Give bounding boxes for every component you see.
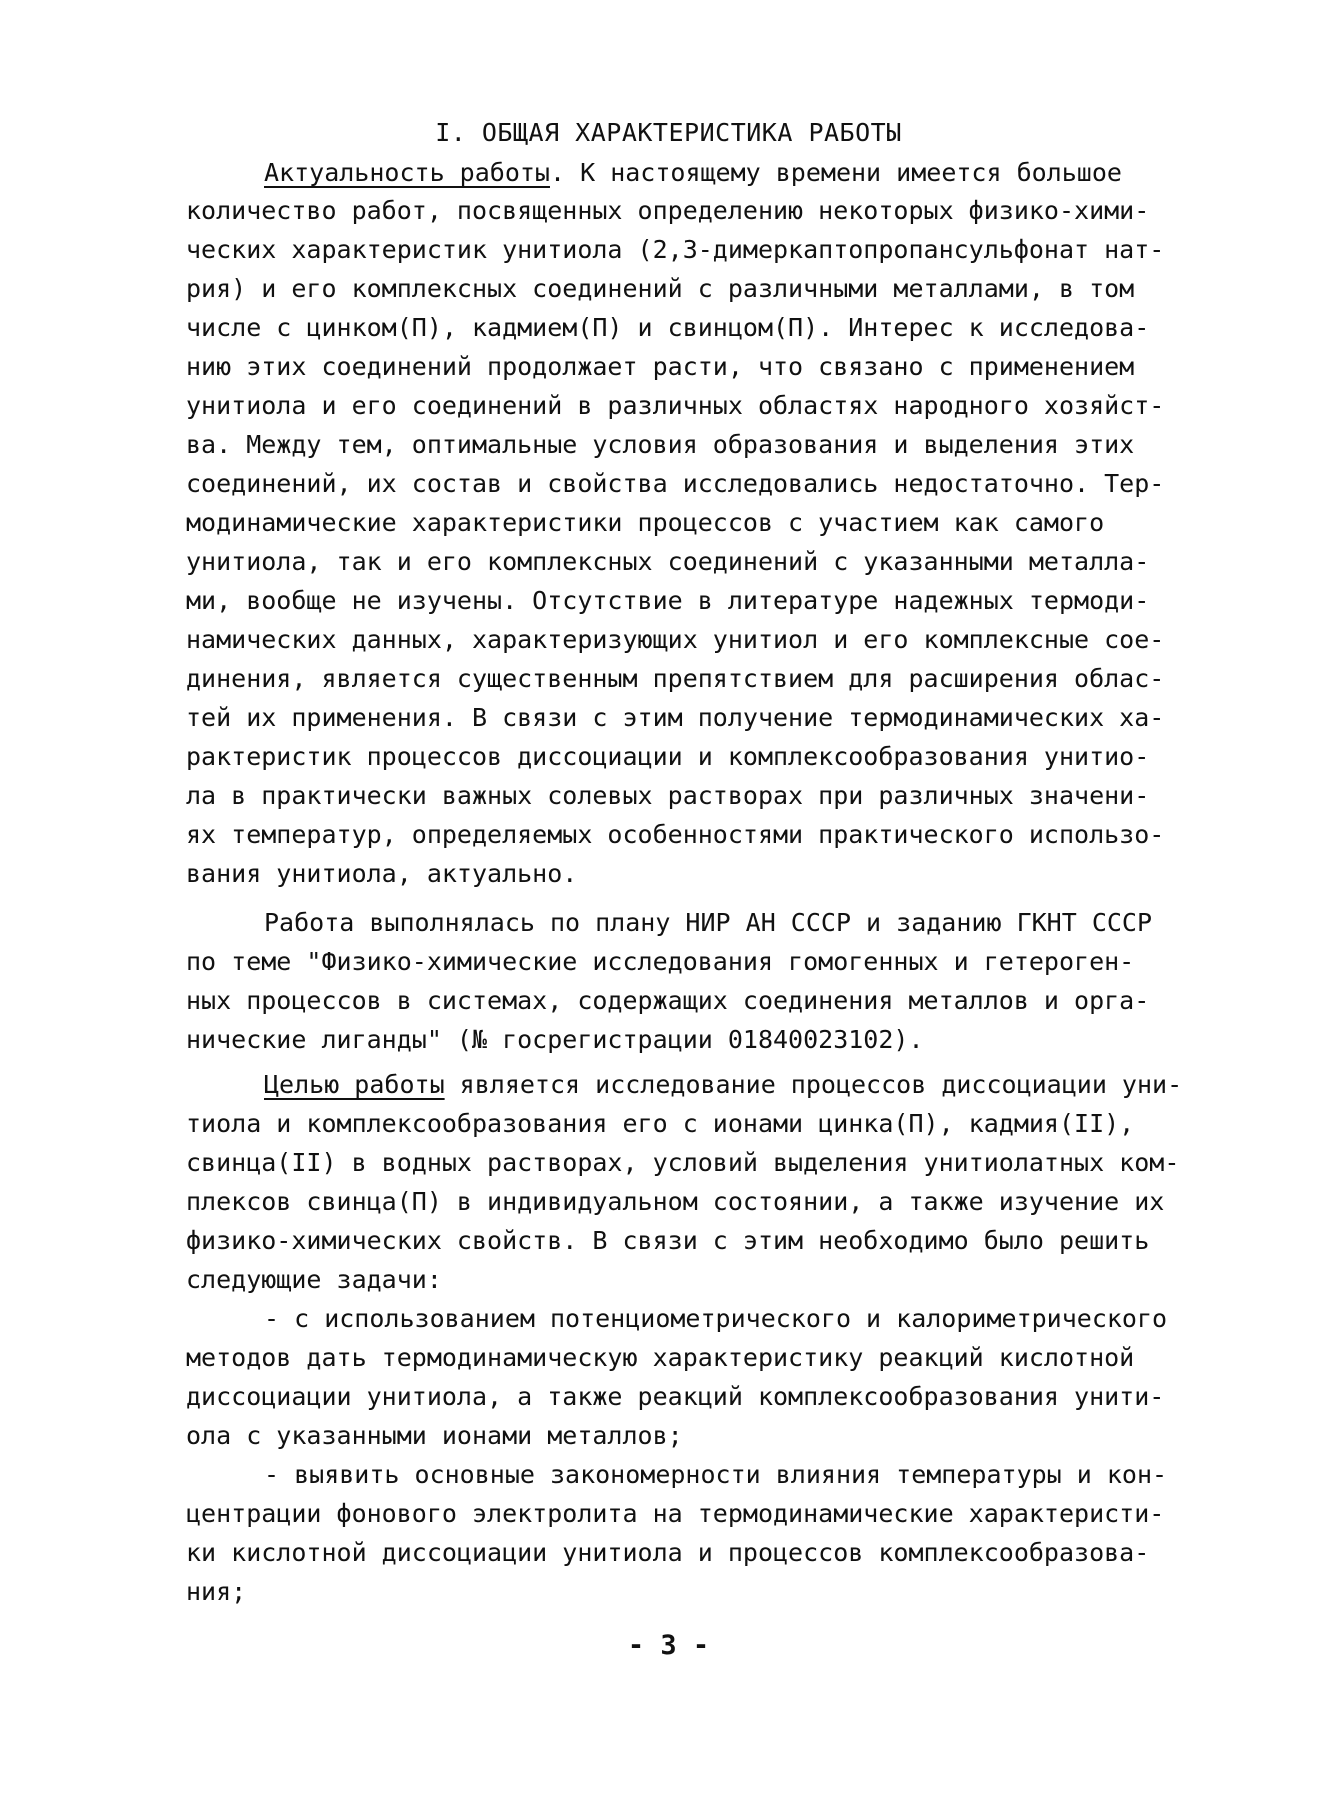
goal-lead: Целью работы xyxy=(264,1070,445,1099)
goal-first-rest: является исследование процессов диссоциации уни- xyxy=(444,1070,1183,1099)
text-line: тей их применения. В связи с этим получение термодинамических ха- xyxy=(186,703,1165,732)
goal-first-line xyxy=(264,1072,1182,1097)
text-line: ных процессов в системах, содержащих соединения металлов и орга- xyxy=(186,986,1150,1015)
task-line: - выявить основные закономерности влияния температуры и кон- xyxy=(264,1460,1168,1489)
text-line: числе с цинком(П), кадмием(П) и свинцом(П). Интерес к исследова- xyxy=(186,313,1150,342)
text-line: модинамические характеристики процессов с участием как самого xyxy=(186,508,1105,537)
task-line: диссоциации унитиола, а также реакций комплексообразования унити- xyxy=(186,1382,1165,1411)
text-line: нические лиганды" (№ госрегистрации 01840023102). xyxy=(186,1025,924,1054)
text-line: тиола и комплексообразования его с ионами цинка(П), кадмия(II), xyxy=(186,1109,1135,1138)
text-line: плексов свинца(П) в индивидуальном состоянии, а также изучение их xyxy=(186,1187,1165,1216)
text-line: физико-химических свойств. В связи с этим необходимо было решить xyxy=(186,1226,1150,1255)
text-line: ла в практически важных солевых растворах при различных значени- xyxy=(186,781,1150,810)
page-number: - 3 - xyxy=(627,1630,710,1661)
task-line: ола с указанными ионами металлов; xyxy=(186,1421,683,1450)
text-line: ми, вообще не изучены. Отсутствие в литературе надежных термоди- xyxy=(186,586,1150,615)
task-line: ния; xyxy=(186,1577,247,1606)
text-line: ва. Между тем, оптимальные условия образования и выделения этих xyxy=(186,430,1135,459)
relevance-lead: Актуальность работы xyxy=(264,158,550,187)
text-line: вания унитиола, актуально. xyxy=(186,859,578,888)
text-line: рактеристик процессов диссоциации и комплексообразования унитио- xyxy=(186,742,1150,771)
text-line: следующие задачи: xyxy=(186,1265,442,1294)
text-line: ях температур, определяемых особенностями практического использо- xyxy=(186,820,1165,849)
text-line: по теме "Физико-химические исследования гомогенных и гетероген- xyxy=(186,947,1135,976)
text-line: нию этих соединений продолжает расти, что связано с применением xyxy=(186,352,1135,381)
text-line: Работа выполнялась по плану НИР АН СССР и заданию ГКНТ СССР xyxy=(264,908,1153,937)
text-line: рия) и его комплексных соединений с различными металлами, в том xyxy=(186,274,1135,303)
text-line: ческих характеристик унитиола (2,3-димеркаптопропансульфонат нат- xyxy=(186,235,1165,264)
task-line: центрации фонового электролита на термодинамические характеристи- xyxy=(186,1499,1165,1528)
task-line: ки кислотной диссоциации унитиола и процессов комплексообразова- xyxy=(186,1538,1150,1567)
text-line: унитиола, так и его комплексных соединений с указанными металла- xyxy=(186,547,1150,576)
section-heading: I. ОБЩАЯ ХАРАКТЕРИСТИКА РАБОТЫ xyxy=(435,118,902,147)
task-line: методов дать термодинамическую характеристику реакций кислотной xyxy=(186,1343,1135,1372)
text-line: количество работ, посвященных определению некоторых физико-хими- xyxy=(186,196,1150,225)
text-line: динения, является существенным препятствием для расширения облас- xyxy=(186,664,1165,693)
relevance-first-rest: . К настоящему времени имеется большое xyxy=(549,158,1122,187)
text-line: унитиола и его соединений в различных областях народного хозяйст- xyxy=(186,391,1165,420)
text-line: намических данных, характеризующих унитиол и его комплексные сое- xyxy=(186,625,1165,654)
text-line: соединений, их состав и свойства исследовались недостаточно. Тер- xyxy=(186,469,1165,498)
relevance-first-line xyxy=(264,160,1122,185)
text-line: свинца(II) в водных растворах, условий выделения унитиолатных ком- xyxy=(186,1148,1180,1177)
task-line: - с использованием потенциометрического и калориметрического xyxy=(264,1304,1168,1333)
